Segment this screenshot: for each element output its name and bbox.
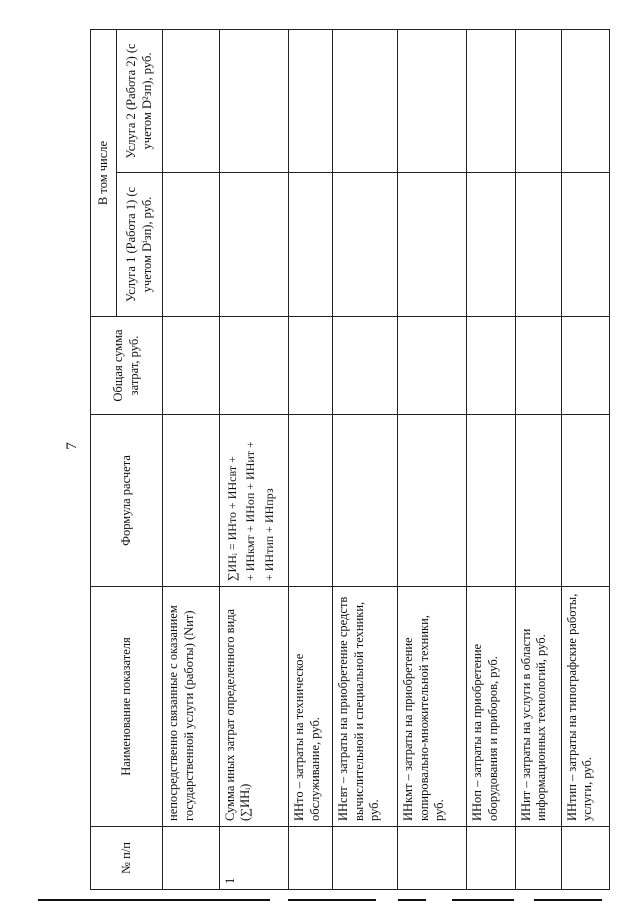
row-service-2 xyxy=(561,30,609,173)
row-service-2 xyxy=(163,30,220,173)
formula-line: ∑ИНᵢ = ИНто + ИНсвт + xyxy=(224,456,239,581)
row-service-1 xyxy=(288,173,332,317)
row-service-1 xyxy=(332,173,397,317)
table-row xyxy=(515,30,561,890)
row-num: 1 xyxy=(219,827,288,890)
row-formula xyxy=(288,415,332,587)
row-service-2 xyxy=(398,30,467,173)
row-service-2 xyxy=(288,30,332,173)
row-total xyxy=(398,317,467,415)
row-num xyxy=(515,827,561,890)
header-total: Общая сумма затрат, руб. xyxy=(91,317,163,415)
row-total xyxy=(219,317,288,415)
header-num: № п/п xyxy=(91,827,163,890)
row-service-1 xyxy=(561,173,609,317)
row-total xyxy=(515,317,561,415)
row-service-2 xyxy=(332,30,397,173)
row-service-1 xyxy=(398,173,467,317)
table-row xyxy=(467,30,515,890)
page-number: 7 xyxy=(64,442,80,450)
row-name: ИНкмт – затраты на приобретение копировально-множительной техники, руб. xyxy=(398,587,467,827)
row-num xyxy=(163,827,220,890)
table-row xyxy=(398,30,467,890)
row-num xyxy=(561,827,609,890)
header-formula: Формула расчета xyxy=(91,415,163,587)
header-service-2: Услуга 2 (Работа 2) (с учетом D²зп), руб. xyxy=(117,30,163,173)
header-name: Наименование показателя xyxy=(91,587,163,827)
table-row xyxy=(219,30,288,890)
header-including: В том числе xyxy=(91,30,117,317)
bottom-rule xyxy=(398,899,426,901)
formula-line: + ИНкмт + ИНоп + ИНит + xyxy=(243,441,258,581)
row-formula xyxy=(515,415,561,587)
table-row xyxy=(332,30,397,890)
row-total xyxy=(163,317,220,415)
row-num xyxy=(332,827,397,890)
row-name: Сумма иных затрат определенного вида (∑ИНᵢ) xyxy=(219,587,288,827)
row-service-2 xyxy=(219,30,288,173)
row-total xyxy=(467,317,515,415)
row-total xyxy=(288,317,332,415)
row-name: ИНтип – затраты на типографские работы, услуги, руб. xyxy=(561,587,609,827)
row-name: ИНсвт – затраты на приобретение средств вычислительной и специальной техники, руб. xyxy=(332,587,397,827)
row-name: ИНоп – затраты на приобретение оборудования и приборов, руб. xyxy=(467,587,515,827)
bottom-rule xyxy=(38,899,270,901)
table-row xyxy=(163,30,220,890)
cost-table xyxy=(90,29,610,890)
row-service-1 xyxy=(219,173,288,317)
row-num xyxy=(288,827,332,890)
row-formula xyxy=(398,415,467,587)
row-name: ИНто – затраты на техническое обслуживание, руб. xyxy=(288,587,332,827)
row-formula xyxy=(163,415,220,587)
row-service-1 xyxy=(163,173,220,317)
header-service-1: Услуга 1 (Работа 1) (с учетом Dⁱзп), руб. xyxy=(117,173,163,317)
formula-line: + ИНтип + ИНпрз xyxy=(261,488,276,581)
row-formula xyxy=(561,415,609,587)
row-name: ИНит – затраты на услуги в области информационных технологий, руб. xyxy=(515,587,561,827)
row-service-2 xyxy=(515,30,561,173)
row-name: непосредственно связанные с оказанием государственной услуги (работы) (Nит) xyxy=(163,587,220,827)
row-formula xyxy=(467,415,515,587)
bottom-rule xyxy=(288,899,376,901)
row-formula xyxy=(219,415,288,587)
row-service-1 xyxy=(467,173,515,317)
row-formula xyxy=(332,415,397,587)
row-num xyxy=(467,827,515,890)
row-total xyxy=(332,317,397,415)
document-table-rotated xyxy=(90,30,610,890)
table-row xyxy=(561,30,609,890)
bottom-rule xyxy=(452,899,514,901)
row-num xyxy=(398,827,467,890)
row-service-1 xyxy=(515,173,561,317)
row-total xyxy=(561,317,609,415)
table-row xyxy=(288,30,332,890)
row-service-2 xyxy=(467,30,515,173)
bottom-rule xyxy=(534,899,602,901)
